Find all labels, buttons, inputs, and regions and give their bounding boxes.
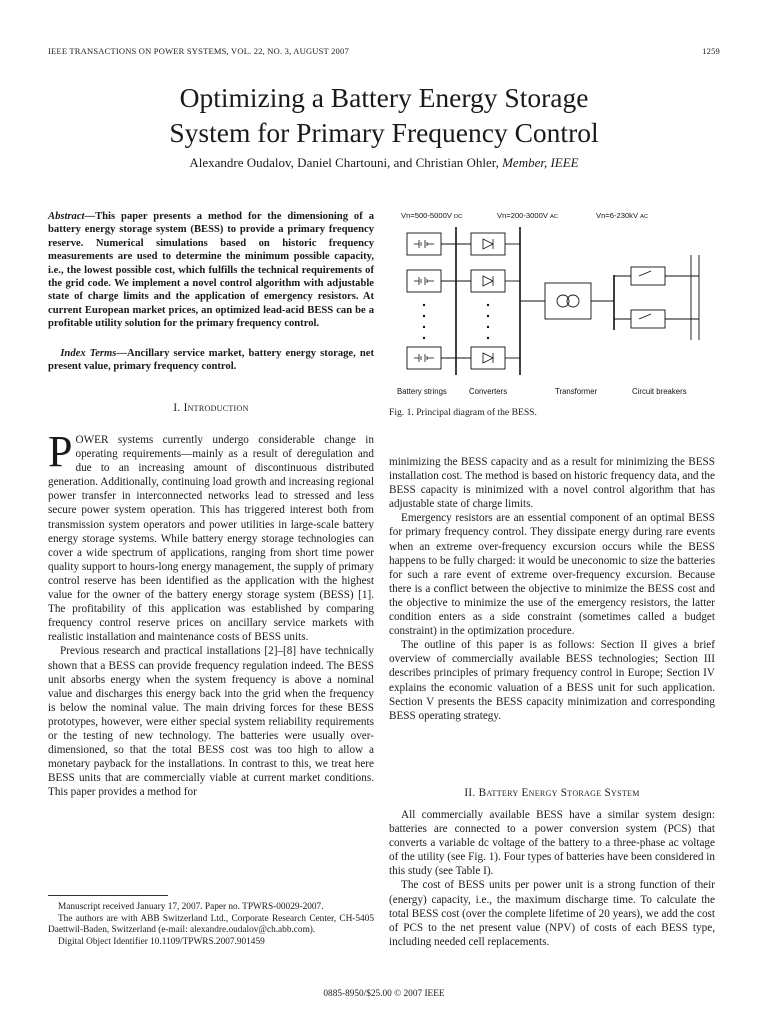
paper-title — [40, 80, 728, 150]
section-2-number: II. — [464, 787, 476, 799]
figure-1-caption: Fig. 1. Principal diagram of the BESS. — [389, 407, 537, 418]
footnote-manuscript: Manuscript received January 17, 2007. Paper no. TPWRS-00029-2007. — [58, 902, 324, 912]
page-number: 1259 — [702, 46, 720, 56]
label-battery-strings: Battery strings — [397, 387, 447, 396]
footnotes — [48, 902, 374, 948]
section-2-body — [389, 808, 715, 949]
intro-paragraph-1 — [48, 427, 374, 644]
title-line-1: Optimizing a Battery Energy Storage — [179, 82, 589, 113]
abstract-label: Abstract — [48, 211, 85, 222]
label-converters: Converters — [469, 387, 508, 396]
drop-cap: P — [48, 427, 73, 476]
voltage-label-ac-converter: Vn=200-3000V AC — [497, 211, 559, 220]
intro-paragraph-3: Emergency resistors are an essential component of an optimal BESS for primary frequency control. They dissipate energy during rare events when an extreme over-frequency excursion occurs while the BESS happens to be fully charged: it would be uneconomic to size the batteries for such a rare event of extreme over-frequency excursion. Because there is a conflict between the objective to minimize the BESS cost and the objective to minimize the use of the emergency resistors, the latter condition enters as a side constraint (sometimes called a budget constraint) in the optimization procedure. — [389, 512, 715, 638]
footnote-affiliation: The authors are with ABB Switzerland Ltd., Corporate Research Center, CH-5405 Daettwil-Baden, Switzerland (e-mail: alexandre.oudalov@ch.abb.com). — [48, 913, 374, 936]
converter-1 — [471, 233, 505, 255]
title-line-2: System for Primary Frequency Control — [169, 117, 599, 148]
section-1-body-right — [389, 455, 715, 723]
battery-string-3 — [407, 347, 441, 369]
battery-string-2 — [407, 270, 441, 292]
section-2-paragraph-2: The cost of BESS units per power unit is a strong function of their (energy) capacity, i.e., the maximum discharge time. To calculate the total BESS cost (over the complete lifetime of 20 years), we add the cost of PCS to the net present value (NPV) of costs of each BESS type, including needed cell replacements. — [389, 879, 715, 948]
footnote-rule — [48, 895, 168, 896]
section-2-title: Battery Energy Storage System — [478, 787, 640, 799]
section-1-heading — [48, 401, 374, 415]
abstract-text: —This paper presents a method for the dimensioning of a battery energy storage system (BESS) to provide a primary frequency reserve. Numerical simulations based on historic frequency measurements are used to determine the minimum possible capacity, i.e., the lowest possible cost, which fulfills the technical requirements of the grid code. We implement a novel control algorithm with adjustable state of charge limits and the application of emergency resistors. At current European market prices, an optimized lead-acid BESS can be a profitable utility solution for the primary frequency control. — [48, 211, 374, 330]
figure-1 — [389, 205, 719, 400]
circuit-breaker-1 — [631, 267, 665, 285]
section-1-body-left — [48, 427, 374, 799]
section-1-number: I. — [173, 402, 181, 414]
intro-paragraph-2-continued: minimizing the BESS capacity and as a result for minimizing the BESS installation cost. The method is based on historic frequency data, and the BESS capacity is minimized with a novel control algorithm that has adjustable state of charge limits. — [389, 456, 715, 511]
circuit-breaker-2 — [631, 310, 665, 328]
converter-3 — [471, 347, 505, 369]
intro-paragraph-4: The outline of this paper is as follows: Section II gives a brief overview of commercially available BESS technologies; Section III describes principles of primary frequency control in Europe; Section IV explains the economic valuation of a BESS unit for such application. Section V presents the BESS capacity minimization and corresponding BESS operating strategy. — [389, 639, 715, 722]
bess-diagram — [389, 205, 719, 400]
running-header — [48, 46, 720, 56]
label-circuit-breakers: Circuit breakers — [632, 387, 687, 396]
voltage-label-ac-grid: Vn=6-230kV AC — [596, 211, 649, 220]
index-terms-label: Index Terms — [60, 348, 117, 359]
intro-paragraph-2: Previous research and practical installations [2]–[8] have technically shown that a BESS can provide frequency regulation indeed. The BESS unit absorbs energy when the system frequency is above a nominal value and discharges this energy back into the grid when the frequency is below the nominal value. The main driving forces for these BESS prototypes, however, were either special system reliability requirements or the testing of new technology. The batteries were usually over-dimensioned, so that the total BESS cost was too high to allow a monetary payback for the installations. In contrast to this, we treat here BESS units that are commercially viable at current market conditions. This paper provides a method for — [48, 645, 374, 799]
copyright-footer: 0885-8950/$25.00 © 2007 IEEE — [323, 989, 445, 999]
author-names: Alexandre Oudalov, Daniel Chartouni, and Christian Ohler, — [189, 155, 499, 170]
author-list — [40, 155, 728, 171]
converter-2 — [471, 270, 505, 292]
voltage-label-dc: Vn=500-5000V DC — [401, 211, 463, 220]
transformer-box — [545, 283, 591, 319]
footnote-doi: Digital Object Identifier 10.1109/TPWRS.2007.901459 — [58, 936, 265, 947]
abstract — [48, 210, 374, 331]
author-membership: Member, IEEE — [502, 155, 579, 170]
battery-string-1 — [407, 233, 441, 255]
section-2-heading — [389, 786, 715, 800]
index-terms-text: —Ancillary service market, battery energy storage, net present value, primary frequency control. — [48, 348, 375, 373]
journal-citation: IEEE TRANSACTIONS ON POWER SYSTEMS, VOL. 22, NO. 3, AUGUST 2007 — [48, 46, 349, 56]
label-transformer: Transformer — [555, 387, 598, 396]
section-2-paragraph-1: All commercially available BESS have a similar system design: batteries are connected to a power conversion system (PCS) that converts a variable dc voltage of the battery to a three-phase ac voltage of the utility (see Fig. 1). Four types of batteries have been considered in this study (see Table I). — [389, 809, 715, 878]
intro-paragraph-1-text: OWER systems currently undergo considerable change in operating requirements—mainly as a result of deregulation and due to an increasing amount of discontinuous distributed generation. Additionally, continuing load growth and increasing regional power transfer in interconnected networks lead to stressed and less secure power system operation. This has triggered interest both from transmission system operators and power utilities in large-scale battery energy storage systems. While battery energy storage technologies can cover a wide spectrum of applications, ranging from short time power quality support to hours-long energy management, the supply of primary control reserve has been identified as the application with the highest value for the owner of the battery energy storage system (BESS) [1]. The profitability of this application was established by comparing frequency control reserve prices on ancillary service markets with realistic installation and maintenance costs of BESS units. — [48, 434, 374, 644]
index-terms — [48, 347, 374, 374]
section-1-title: Introduction — [183, 402, 249, 414]
